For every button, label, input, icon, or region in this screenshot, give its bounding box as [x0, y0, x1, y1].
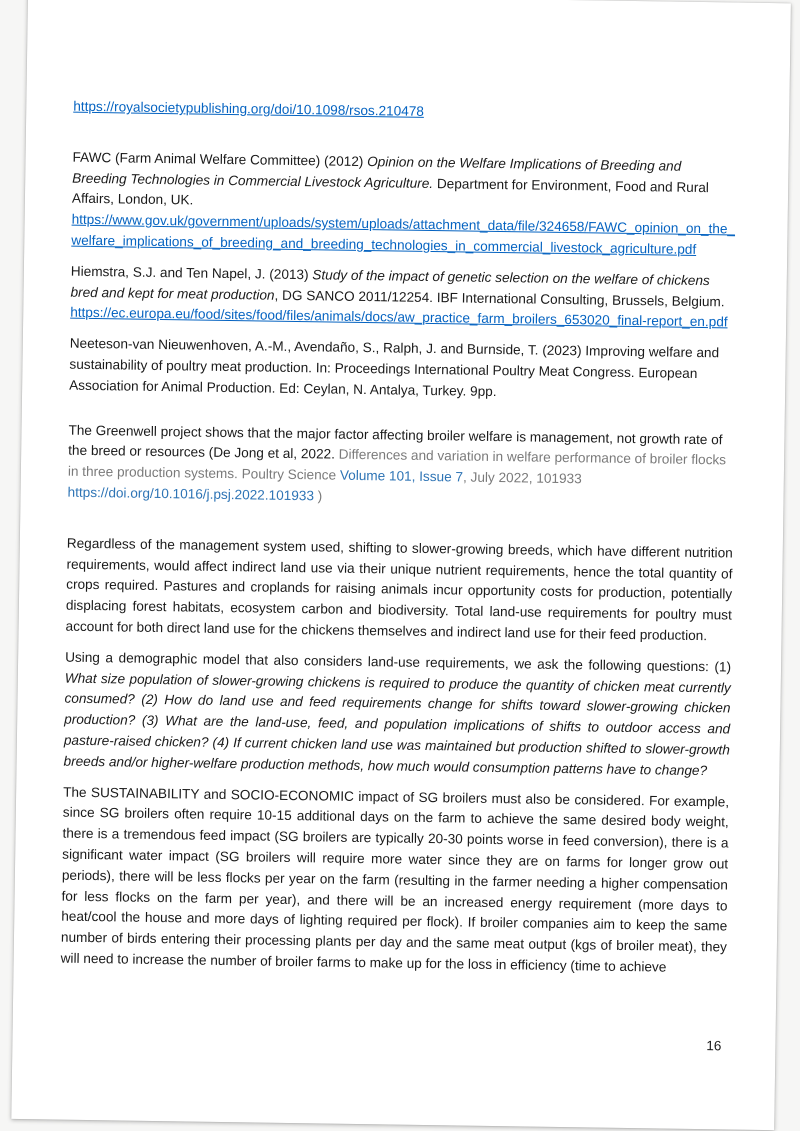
paragraph-land-use [65, 533, 732, 647]
page-content [14, 0, 791, 980]
ref-fawc-publisher: Department for Environment, Food and Rural Affairs, London, UK. [71, 175, 710, 208]
ref-hiemstra-title: Study of the impact of genetic selection on the welfare of chickens bred and kept for meat production [70, 267, 710, 303]
ref-hiemstra-publisher: , DG SANCO 2011/12254. IBF International Consulting, Brussels, Belgium. [274, 287, 725, 309]
land-use-text: Regardless of the management system used, shifting to slower-growing breeds, which have different nutrition requirements, would affect indirect land use via their unique nutrient requirements, hence the total quantity of crops required. Pastures and croplands for raising animals incur opportunity costs for production, potentially displacing forest habitats, ecosystem carbon and biodiversity. Total land-use requirements for poultry must account for both direct land use for the chickens themselves and indirect land use for their feed production. [65, 535, 733, 644]
questions-italic-text: What size population of slower-growing chickens is required to produce the quantity of chicken meat currently consumed? (2) How do land use and feed requirements change for shifts toward slower-growing chicken production? (3) What are the land-use, feed, and population implications of shifts to outdoor access and pasture-raised chicken? (4) If current chicken land use was maintained but production shifted to slower-growth breeds and/or higher-welfare production methods, how much would consumption patterns have to change? [63, 670, 731, 778]
greenwell-closing-paren: ) [313, 488, 323, 504]
ref-fawc-title: Opinion on the Welfare Implications of Breeding and Breeding Technologies in Commercial Livestock Agriculture. [72, 153, 682, 191]
reference-royalsociety [73, 97, 739, 128]
ref-hiemstra-authors: Hiemstra, S.J. and Ten Napel, J. (2013) [70, 263, 313, 283]
page-number: 16 [706, 1038, 722, 1054]
ref-hiemstra-url-link[interactable]: https://ec.europa.eu/food/sites/food/files/animals/docs/aw_practice_farm_broilers_653020_final-report_en.pdf [70, 305, 728, 330]
paragraph-sustainability [61, 782, 730, 979]
reference-hiemstra [70, 261, 737, 333]
sustainability-text: The SUSTAINABILITY and SOCIO-ECONOMIC impact of SG broilers must also be considered. For example, since SG broilers often require 10-15 additional days on the farm to achieve the same desired body weight, there is a tremendous feed impact (SG broilers are typically 20-30 points worse in feed conversion), there is a significant water impact (SG broilers will require more water since they are on farms for longer grow out periods), there will be less flocks per year on the farm (resulting in the farmer needing a higher compensation for less flocks on the farm per year), and there will be an increased energy requirement (more days to heat/cool the house and more days of lighting required per flock). If broiler companies aim to keep the same number of birds entering their processing plants per day and the same meat output (kgs of broiler meat), they will need to increase the number of broiler farms to make up for the loss in efficiency (time to achieve [60, 784, 730, 975]
greenwell-citation-title: Differences and variation in welfare performance of broiler flocks in three production systems. Poultry Science [67, 447, 727, 483]
greenwell-doi-link[interactable]: https://doi.org/10.1016/j.psj.2022.101933 [67, 484, 315, 504]
document-page [11, 0, 791, 1130]
royalsociety-doi-link[interactable]: https://royalsocietypublishing.org/doi/10.1098/rsos.210478 [73, 98, 425, 119]
greenwell-lead-text: The Greenwell project shows that the major factor affecting broiler welfare is management, not growth rate of the breed or resources (De Jong et al, 2022. [68, 422, 723, 463]
reference-fawc [71, 147, 738, 261]
paragraph-greenwell [67, 420, 734, 513]
questions-lead-text: Using a demographic model that also considers land-use requirements, we ask the following questions: (1) [65, 649, 732, 675]
greenwell-citation-date: , July 2022, 101933 [462, 469, 582, 487]
reference-neeteson [69, 334, 736, 406]
paragraph-questions [63, 647, 731, 782]
greenwell-volume-link[interactable]: Volume 101, Issue 7 [339, 467, 464, 485]
ref-neeteson-text: Neeteson-van Nieuwenhoven, A.-M., Avendaño, S., Ralph, J. and Burnside, T. (2023) Improving welfare and sustainability of poultry meat production. In: Proceedings International Poultry Meat Congress. European Association for Animal Production. Ed: Ceylan, N. Antalya, Turkey. 9pp. [69, 335, 720, 399]
ref-fawc-url-link[interactable]: https://www.gov.uk/government/uploads/system/uploads/attachment_data/file/324658/FAWC_opinion_on_the_welfare_implications_of_breeding_and_breeding_technologies_in_commercial_livestock_agriculture.pdf [71, 211, 736, 257]
ref-fawc-authors: FAWC (Farm Animal Welfare Committee) (2012) [72, 149, 368, 169]
